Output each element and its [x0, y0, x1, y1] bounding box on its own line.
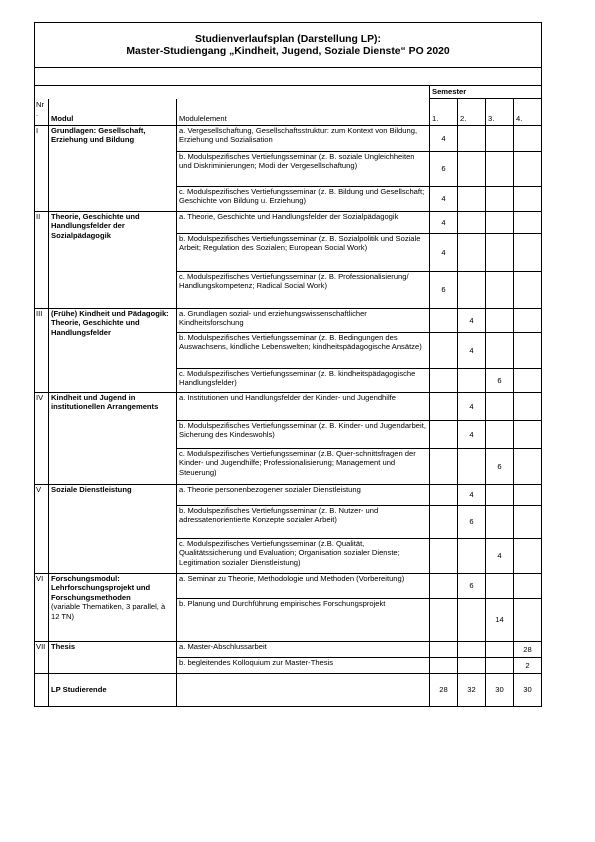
lp-semester-3 — [486, 506, 514, 539]
lp-semester-1 — [430, 658, 458, 674]
lp-semester-2: 4 — [458, 393, 486, 421]
lp-semester-4 — [514, 539, 542, 574]
lp-semester-3 — [486, 126, 514, 152]
lp-semester-1 — [430, 642, 458, 658]
total-nr-cell — [35, 674, 49, 707]
lp-semester-3 — [486, 333, 514, 369]
lp-semester-1: 4 — [430, 212, 458, 234]
total-lp-semester-1: 28 — [430, 674, 458, 707]
semester-header: Semester — [430, 86, 542, 99]
lp-semester-4 — [514, 187, 542, 212]
module-element: a. Grundlagen sozial- und erziehungswissenschaftlicher Kindheitsforschung — [177, 309, 430, 333]
col-header-sem-1: 1. — [430, 99, 458, 126]
module-number: VII — [35, 642, 49, 674]
module-element: c. Modulspezifisches Vertiefungsseminar (z.B. Quer-schnittsfragen der Kinder- und Jugendhilfe; Professionalisierung; Management und Steuerung) — [177, 449, 430, 485]
page-title — [35, 23, 542, 68]
lp-semester-3 — [486, 309, 514, 333]
lp-semester-1 — [430, 333, 458, 369]
lp-semester-2: 4 — [458, 333, 486, 369]
lp-semester-4: 2 — [514, 658, 542, 674]
blank-cell — [35, 68, 542, 86]
lp-semester-4 — [514, 574, 542, 599]
lp-semester-1 — [430, 574, 458, 599]
lp-semester-1 — [430, 449, 458, 485]
col-header-nr: Nr . — [35, 99, 49, 126]
table-row — [35, 212, 542, 234]
lp-semester-1 — [430, 506, 458, 539]
module-element: a. Seminar zu Theorie, Methodologie und Methoden (Vorbereitung) — [177, 574, 430, 599]
module-name: (Frühe) Kindheit und Pädagogik: Theorie, Geschichte und Handlungsfelder — [51, 309, 169, 337]
lp-semester-3 — [486, 485, 514, 506]
lp-semester-2 — [458, 369, 486, 393]
table-row — [35, 309, 542, 333]
lp-semester-2 — [458, 152, 486, 187]
module-number: II — [35, 212, 49, 309]
lp-semester-1 — [430, 599, 458, 642]
lp-semester-4 — [514, 234, 542, 272]
lp-semester-3 — [486, 152, 514, 187]
module-number: V — [35, 485, 49, 574]
blank-row — [35, 68, 542, 86]
lp-semester-4 — [514, 212, 542, 234]
lp-semester-1 — [430, 309, 458, 333]
table-row — [35, 642, 542, 658]
lp-semester-4 — [514, 599, 542, 642]
table-row — [35, 485, 542, 506]
module-element: b. Modulspezifisches Vertiefungsseminar (z. B. soziale Ungleichheiten und Diskriminierungen; Modi der Vergesellschaftung) — [177, 152, 430, 187]
lp-semester-3 — [486, 658, 514, 674]
lp-semester-3: 4 — [486, 539, 514, 574]
module-number: IV — [35, 393, 49, 485]
lp-semester-1: 4 — [430, 187, 458, 212]
lp-semester-4 — [514, 333, 542, 369]
semester-header-spacer — [35, 86, 430, 99]
lp-semester-3 — [486, 234, 514, 272]
lp-semester-1 — [430, 539, 458, 574]
col-header-sem-2: 2. — [458, 99, 486, 126]
lp-semester-4 — [514, 272, 542, 309]
lp-semester-1: 4 — [430, 126, 458, 152]
module-name: Grundlagen: Gesellschaft, Erziehung und Bildung — [51, 126, 146, 145]
module-name-cell — [49, 126, 177, 212]
module-element: b. Planung und Durchführung empirisches Forschungsprojekt — [177, 599, 430, 642]
lp-semester-3 — [486, 574, 514, 599]
lp-semester-4 — [514, 309, 542, 333]
module-name-cell — [49, 642, 177, 674]
total-lp-semester-4: 30 — [514, 674, 542, 707]
total-row — [35, 674, 542, 707]
module-name-cell — [49, 574, 177, 642]
lp-semester-2: 4 — [458, 421, 486, 449]
lp-semester-4 — [514, 485, 542, 506]
table-row — [35, 393, 542, 421]
lp-semester-4 — [514, 152, 542, 187]
table-row — [35, 126, 542, 152]
module-number: III — [35, 309, 49, 393]
module-name: Forschungsmodul: Lehrforschungsprojekt und Forschungsmethoden — [51, 574, 151, 602]
module-element: a. Institutionen und Handlungsfelder der Kinder- und Jugendhilfe — [177, 393, 430, 421]
lp-semester-3: 14 — [486, 599, 514, 642]
col-header-sem-4: 4. — [514, 99, 542, 126]
lp-semester-3 — [486, 393, 514, 421]
module-element: c. Modulspezifisches Vertiefungsseminar (z. B. kindheitspädagogische Handlungsfelder) — [177, 369, 430, 393]
column-header-row — [35, 99, 542, 126]
lp-semester-3 — [486, 642, 514, 658]
lp-semester-4 — [514, 449, 542, 485]
lp-semester-1 — [430, 421, 458, 449]
lp-semester-4 — [514, 369, 542, 393]
total-lp-semester-3: 30 — [486, 674, 514, 707]
col-header-sem-3: 3. — [486, 99, 514, 126]
lp-semester-4: 28 — [514, 642, 542, 658]
module-name: Soziale Dienstleistung — [51, 485, 132, 494]
lp-semester-1 — [430, 393, 458, 421]
lp-semester-3: 6 — [486, 369, 514, 393]
lp-semester-3 — [486, 212, 514, 234]
lp-semester-2 — [458, 642, 486, 658]
lp-semester-1: 6 — [430, 152, 458, 187]
lp-semester-2 — [458, 539, 486, 574]
lp-semester-2 — [458, 212, 486, 234]
lp-semester-2: 6 — [458, 506, 486, 539]
module-element: c. Modulspezifisches Vertiefungsseminar (z. B. Bildung und Gesellschaft; Geschichte von Bildung u. Erziehung) — [177, 187, 430, 212]
module-element: b. begleitendes Kolloquium zur Master-Thesis — [177, 658, 430, 674]
table-row — [35, 574, 542, 599]
total-label: LP Studierende — [49, 674, 177, 707]
module-element: c. Modulspezifisches Vertiefungsseminar (z.B. Qualität, Qualitätssicherung und Evaluation; Organisation sozialer Dienste; Legitimation sozialer Dienstleistung) — [177, 539, 430, 574]
lp-semester-2 — [458, 187, 486, 212]
study-plan-table — [34, 22, 542, 707]
module-element: a. Theorie, Geschichte und Handlungsfelder der Sozialpädagogik — [177, 212, 430, 234]
lp-semester-2 — [458, 126, 486, 152]
module-element: b. Modulspezifisches Vertiefungsseminar (z. B. Nutzer- und adressatenorientierte Konzepte sozialer Arbeit) — [177, 506, 430, 539]
lp-semester-2 — [458, 272, 486, 309]
module-name-cell — [49, 485, 177, 574]
semester-header-row — [35, 86, 542, 99]
module-name: Kindheit und Jugend in institutionellen Arrangements — [51, 393, 159, 412]
module-name-cell — [49, 212, 177, 309]
module-element: b. Modulspezifisches Vertiefungsseminar (z. B. Kinder- und Jugendarbeit, Sicherung des Kindeswohls) — [177, 421, 430, 449]
module-number: I — [35, 126, 49, 212]
module-name: Thesis — [51, 642, 76, 651]
module-element: c. Modulspezifisches Vertiefungsseminar (z. B. Professionalisierung/ Handlungskompetenz; Radical Social Work) — [177, 272, 430, 309]
lp-semester-1: 6 — [430, 272, 458, 309]
lp-semester-4 — [514, 421, 542, 449]
module-element: b. Modulspezifisches Vertiefungsseminar (z. B. Bedingungen des Auswachsens, kindliche Lebenswelten; kindheitspädagogische Ansätze) — [177, 333, 430, 369]
lp-semester-2 — [458, 599, 486, 642]
lp-semester-2 — [458, 449, 486, 485]
module-name-cell — [49, 393, 177, 485]
lp-semester-3: 6 — [486, 449, 514, 485]
module-element: b. Modulspezifisches Vertiefungsseminar (z. B. Sozialpolitik und Soziale Arbeit; Regulation des Sozialen; European Social Work) — [177, 234, 430, 272]
lp-semester-2 — [458, 658, 486, 674]
lp-semester-4 — [514, 126, 542, 152]
total-lp-semester-2: 32 — [458, 674, 486, 707]
title-line-2: Master-Studiengang „Kindheit, Jugend, Soziale Dienste“ PO 2020 — [126, 46, 450, 57]
lp-semester-2: 6 — [458, 574, 486, 599]
lp-semester-2 — [458, 234, 486, 272]
module-element: a. Vergesellschaftung, Gesellschaftsstruktur: zum Kontext von Bildung, Erziehung und Sozialisation — [177, 126, 430, 152]
lp-semester-2: 4 — [458, 485, 486, 506]
lp-semester-1: 4 — [430, 234, 458, 272]
module-number: VI — [35, 574, 49, 642]
title-row — [35, 23, 542, 68]
total-empty-cell — [177, 674, 430, 707]
lp-semester-4 — [514, 393, 542, 421]
module-name: Theorie, Geschichte und Handlungsfelder der Sozialpädagogik — [51, 212, 140, 240]
lp-semester-1 — [430, 369, 458, 393]
title-line-1: Studienverlaufsplan (Darstellung LP): — [195, 34, 381, 45]
module-element: a. Master-Abschlussarbeit — [177, 642, 430, 658]
lp-semester-3 — [486, 421, 514, 449]
module-name-cell — [49, 309, 177, 393]
lp-semester-1 — [430, 485, 458, 506]
col-header-modulelement: Modulelement — [177, 99, 430, 126]
lp-semester-3 — [486, 187, 514, 212]
module-note: (variable Thematiken, 3 parallel, à 12 TN) — [51, 602, 166, 621]
lp-semester-2: 4 — [458, 309, 486, 333]
lp-semester-3 — [486, 272, 514, 309]
lp-semester-4 — [514, 506, 542, 539]
module-element: a. Theorie personenbezogener sozialer Dienstleistung — [177, 485, 430, 506]
col-header-modul: Modul — [49, 99, 177, 126]
